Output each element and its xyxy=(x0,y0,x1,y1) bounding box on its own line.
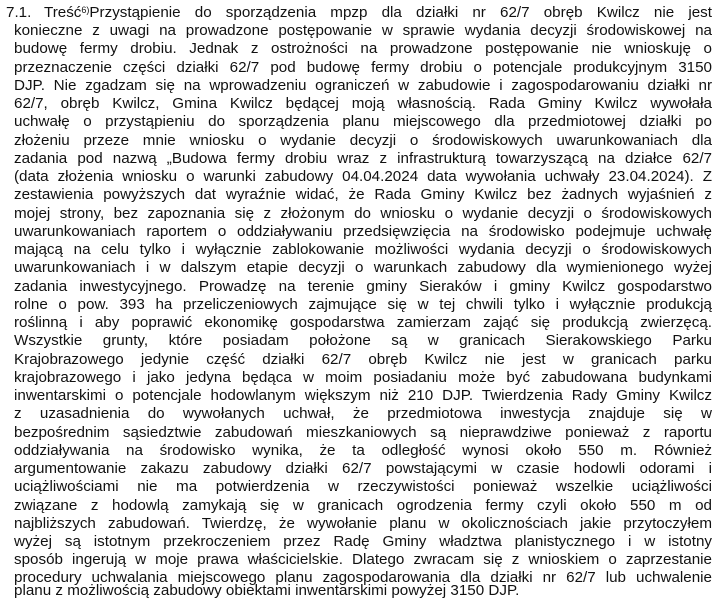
paragraph-line-13: uwarunkowaniach raportem o oddziaływaniu przedsięwzięcia na środowisko podejmuje uchwałę xyxy=(14,223,712,240)
paragraph-line-2: konieczne z uwagi na prowadzone postępowanie w sprawie wydania decyzji środowiskowej na xyxy=(14,22,712,39)
paragraph-line-4: przeznaczenie części działki 62/7 pod budowę fermy drobiu o potencjale produkcyjnym 3150 xyxy=(14,59,712,76)
paragraph-line-12: mojej strony, bez zapoznania się z złożonym do wniosku o wydanie decyzji o środowiskowych xyxy=(14,205,712,222)
paragraph-line-19: Wszystkie grunty, które posiadam położone są w granicach Sierakowskiego Parku xyxy=(14,332,712,349)
paragraph-line-9: zadania pod nazwą „Budowa fermy drobiu wraz z infrastrukturą towarzyszącą na działce 62/7 xyxy=(14,150,712,167)
paragraph-line-10: (data złożenia wniosku o warunki zabudowy 04.04.2024 data wywołania uchwały 23.04.2024). Z xyxy=(14,168,712,185)
paragraph-line-22: inwentarskimi o potencjale hodowlanym większym niż 210 DJP. Twierdzenia Rady Gminy Kwilcz xyxy=(14,387,712,404)
paragraph-line-26: argumentowanie zakazu zabudowy działki 62/7 powstającymi w czasie hodowli odorami i xyxy=(14,460,712,477)
paragraph-line-27: uciążliwościami nie ma potwierdzenia w rzeczywistości ponieważ wszelkie uciążliwości xyxy=(14,478,712,495)
paragraph-line-20: Krajobrazowego jedynie część działki 62/7 obręb Kwilcz nie jest w granicach parku xyxy=(14,351,712,368)
paragraph-line-6: 62/7, obręb Kwilcz, Gmina Kwilcz będącej moją własnością. Rada Gminy Kwilcz wywołała xyxy=(14,95,712,112)
paragraph-line-14: mającą na celu tylko i wyłącznie zablokowanie możliwości wydania decyzji o środowiskowych xyxy=(14,241,712,258)
paragraph-line-31: sposób ingerują w moje prawa właścicielskie. Dlatego zwracam się z wnioskiem o zaprzestanie xyxy=(14,551,712,568)
paragraph-line-3: budowę fermy drobiu. Jednak z ostrożności na prowadzone postępowanie nie wnioskuję o xyxy=(14,40,712,57)
paragraph-line-18: roślinną i aby poprawić ekonomikę gospodarstwa zamierzam zająć się produkcją zwierzęcą. xyxy=(14,314,712,331)
paragraph-line-16: zadania inwestycyjnego. Prowadzę na terenie gminy Sieraków i gminy Kwilcz gospodarstwo xyxy=(14,278,712,295)
paragraph-line-25: oddziaływania na środowisko wynika, że ta odległość wynosi około 550 m. Również xyxy=(14,442,712,459)
paragraph-line-21: krajobrazowego i jako jedyna będąca w moim posiadaniu może być zabudowana budynkami xyxy=(14,369,712,386)
section-number: 7.1. xyxy=(6,4,32,21)
paragraph-line-5: DJP. Nie zgadzam się na wprowadzeniu ograniczeń w zabudowie i zagospodarowaniu działki nr xyxy=(14,77,712,94)
paragraph-line-7: uchwałę o przystąpieniu do sporządzenia planu miejscowego dla przedmiotowej działki po xyxy=(14,113,712,130)
paragraph-line-28: związane z hodowlą zamykają się w granicach ogrodzenia fermy czyli około 550 m od xyxy=(14,497,712,514)
paragraph-line-8: złożeniu przeze mnie wniosku o wydanie decyzji o środowiskowych uwarunkowaniach dla xyxy=(14,132,712,149)
paragraph-line-29: najbliższych zabudowań. Twierdzę, że wywołanie planu w okolicznościach jakie przytoczyłem xyxy=(14,515,712,532)
heading-label: Treść$^{6)}$ xyxy=(44,4,90,21)
line-text: Przystąpienie do sporządzenia mpzp dla działki nr 62/7 obręb Kwilcz nie jest xyxy=(89,4,712,21)
paragraph-line-24: bezpośrednim sąsiedztwie zabudowań mieszkaniowych są nieprawdziwe ponieważ z raportu xyxy=(14,424,712,441)
paragraph-line-1 xyxy=(6,3,712,22)
paragraph-line-23: z uzasadnienia do wywołanych uchwał, że przedmiotowa inwestycja znajduje się w xyxy=(14,405,712,422)
paragraph-line-30: wyżej są istotnym przekroczeniem przez Radę Gminy władztwa planistycznego i w istotny xyxy=(14,533,712,550)
paragraph-line-15: uwarunkowaniach i w dalszym etapie decyzji o warunkach zabudowy dla wymienionego wyżej xyxy=(14,259,712,276)
paragraph-line-32: procedury uchwalania miejscowego planu zagospodarowania dla działki nr 62/7 lub uchwalenie xyxy=(14,569,712,586)
paragraph-line-11: zestawienia powyższych dat wyraźnie widać, że Rada Gminy Kwilcz bez żadnych wyjaśnień z xyxy=(14,186,712,203)
footnote-marker: 6) xyxy=(81,5,90,15)
paragraph-line-17: rolne o pow. 393 ha przeliczeniowych zajmujące się w tej chwili tylko i wyłącznie produkcją xyxy=(14,296,712,313)
paragraph-line-33: planu z możliwością zabudowy obiektami inwentarskimi powyżej 3150 DJP. xyxy=(14,582,520,599)
